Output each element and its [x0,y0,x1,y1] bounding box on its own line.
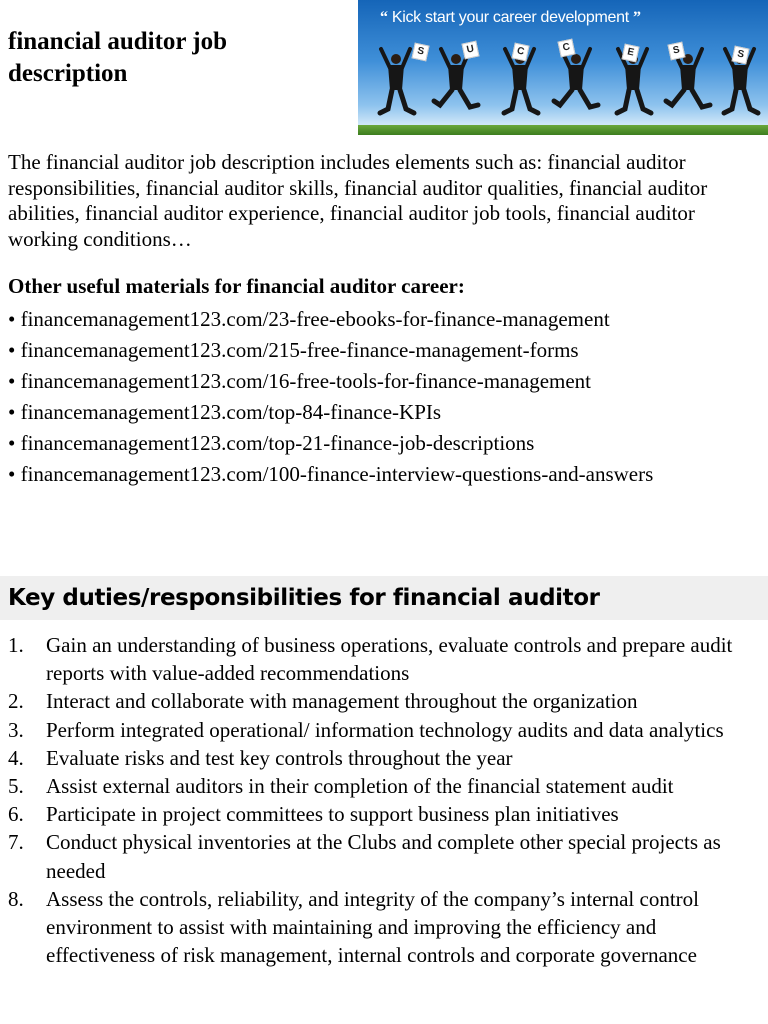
letter-card: U [462,41,480,60]
banner-close-quote: ” [633,9,641,26]
letter-card: S [732,46,750,65]
duty-item [8,772,764,800]
banner-slogan [380,9,641,27]
duty-number: 1. [8,633,24,657]
materials-link[interactable]: • financemanagement123.com/23-free-ebooks-for-finance-management [8,304,653,335]
duties-heading-bar [0,576,768,620]
duty-item [8,716,764,744]
materials-heading: Other useful materials for financial auditor career: [8,274,465,298]
materials-link[interactable]: • financemanagement123.com/top-84-finance-KPIs [8,397,653,428]
duty-text: Perform integrated operational/ information technology audits and data analytics [46,717,724,742]
page-title: financial auditor job description [8,28,228,87]
duty-item [8,885,764,970]
duty-number: 4. [8,745,24,770]
materials-link[interactable]: • financemanagement123.com/top-21-finance-job-descriptions [8,428,653,459]
grass-strip [358,125,768,135]
letter-card: E [622,44,640,63]
letter-card: C [558,39,576,58]
duty-text: Interact and collaborate with management throughout the organization [46,689,638,714]
duty-text: Assist external auditors in their completion of the financial statement audit [46,774,674,799]
jumping-person-figure [546,35,606,125]
duty-text: Gain an understanding of business operations, evaluate controls and prepare audit reports with value-added recommendations [46,633,733,686]
duties-list [8,631,764,969]
duties-heading: Key duties/responsibilities for financial auditor [8,585,600,611]
jumping-person-figure [658,35,718,125]
duty-number: 5. [8,774,24,799]
materials-link[interactable]: • financemanagement123.com/100-finance-interview-questions-and-answers [8,459,653,490]
intro-paragraph: The financial auditor job description includes elements such as: financial auditor responsibilities, financial auditor skills, financial auditor qualities, financial auditor abilities, financial auditor experience, financial auditor job tools, financial auditor working conditions… [8,150,708,251]
duty-text: Assess the controls, reliability, and integrity of the company’s internal control environment to assist with maintaining and improving the efficiency and effectiveness of risk management, internal controls and corporate governance [46,886,699,968]
duty-number: 7. [8,830,24,855]
letter-card: S [668,42,686,61]
duty-number: 2. [8,689,24,714]
materials-link[interactable]: • financemanagement123.com/215-free-finance-management-forms [8,335,653,366]
duty-number: 3. [8,717,24,742]
banner-slogan-text: Kick start your career development [391,9,629,26]
letter-card: S [412,43,430,62]
duty-text: Participate in project committees to support business plan initiatives [46,802,619,827]
duty-item [8,631,764,687]
banner-open-quote: “ [380,9,388,26]
career-banner-image [358,0,768,135]
duty-item [8,744,764,772]
duty-item [8,687,764,715]
duty-text: Conduct physical inventories at the Clubs and complete other special projects as needed [46,830,721,883]
duty-number: 6. [8,802,24,827]
materials-link[interactable]: • financemanagement123.com/16-free-tools-for-finance-management [8,366,653,397]
materials-list [8,304,653,490]
duty-text: Evaluate risks and test key controls throughout the year [46,745,513,770]
letter-card: C [512,43,530,62]
duty-number: 8. [8,886,24,911]
duty-item [8,800,764,828]
duty-item [8,828,764,884]
